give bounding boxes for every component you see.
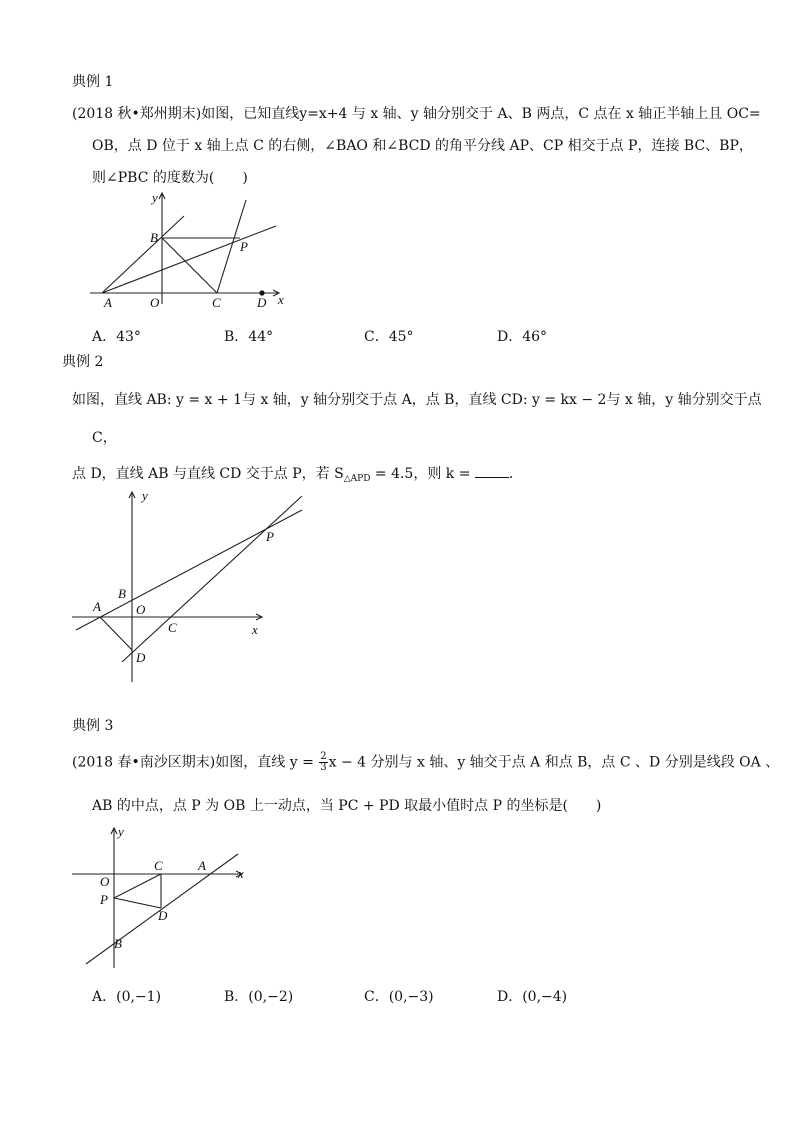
ex3-option-b[interactable]: B．(0,−2) <box>224 989 294 1005</box>
ex3-segment-pd <box>114 898 161 908</box>
ex3-label-c: C <box>154 858 163 873</box>
ex1-label-y: y <box>152 190 158 205</box>
ex3-label-d: D <box>158 908 168 923</box>
ex3-line1-post: x − 4 分别与 x 轴、y 轴交于点 A 和点 B，点 C 、D 分别是线段 OA 、 <box>328 754 780 771</box>
ex1-line-ab <box>102 216 184 293</box>
ex3-line1-pre: (2018 春•南沙区期末)如图，直线 y = <box>72 754 314 771</box>
ex2-label-d: D <box>136 650 146 665</box>
ex1-label-d: D <box>257 295 267 310</box>
ex2-line2: C， <box>92 430 117 446</box>
ex1-option-d[interactable]: D．46° <box>497 329 548 345</box>
ex1-label-x: x <box>278 292 284 307</box>
ex1-label-p: P <box>240 239 248 254</box>
ex3-option-d[interactable]: D．(0,−4) <box>497 989 568 1005</box>
ex2-line1: 如图，直线 AB: y = x + 1与 x 轴，y 轴分别交于点 A，点 B，直线 CD: y = kx − 2与 x 轴，y 轴分别交于点 <box>72 392 762 408</box>
ex3-option-c[interactable]: C．(0,−3) <box>364 989 434 1005</box>
ex2-figure <box>66 486 316 686</box>
ex1-line2: OB，点 D 位于 x 轴上点 C 的右侧，∠BAO 和∠BCD 的角平分线 AP、CP 相交于点 P，连接 BC、BP， <box>92 138 753 154</box>
ex3-label-a: A <box>198 858 206 873</box>
ex1-option-a[interactable]: A．43° <box>92 329 141 345</box>
ex1-heading: 典例 1 <box>72 74 114 90</box>
ex2-area-subscript: △APD <box>343 474 371 484</box>
ex1-option-b[interactable]: B．44° <box>224 329 274 345</box>
ex1-line3: 则∠PBC 的度数为( ) <box>92 170 248 186</box>
ex2-label-p: P <box>266 529 274 544</box>
ex3-line1 <box>72 752 779 773</box>
ex1-label-c: C <box>212 295 221 310</box>
ex1-option-c[interactable]: C．45° <box>364 329 414 345</box>
ex3-label-p: P <box>100 892 108 907</box>
ex2-line3-post: = 4.5，则 k = <box>370 466 471 482</box>
ex2-label-x: x <box>252 622 258 637</box>
ex3-slope-fraction <box>319 752 327 773</box>
ex1-label-b: B <box>150 230 158 245</box>
ex3-frac-den: 3 <box>320 762 327 773</box>
ex3-heading: 典例 3 <box>72 718 114 734</box>
ex3-label-o: O <box>100 874 110 889</box>
ex2-line-cd <box>122 496 302 662</box>
ex1-line-ap <box>102 226 276 293</box>
ex3-label-y: y <box>118 824 124 839</box>
ex1-figure <box>80 186 300 310</box>
ex1-line1: (2018 秋•郑州期末)如图，已知直线y=x+4 与 x 轴、y 轴分别交于 A、B 两点，C 点在 x 轴正半轴上且 OC= <box>72 106 761 122</box>
ex2-segment-ad <box>100 617 132 650</box>
ex3-label-b: B <box>114 936 122 951</box>
ex3-figure <box>66 822 256 970</box>
ex3-segment-pc <box>114 874 161 898</box>
ex2-heading: 典例 2 <box>62 354 104 370</box>
ex2-label-o: O <box>136 602 146 617</box>
ex2-label-c: C <box>168 620 177 635</box>
ex2-label-a: A <box>93 599 101 614</box>
ex3-frac-num: 2 <box>320 751 327 762</box>
ex3-option-a[interactable]: A．(0,−1) <box>92 989 162 1005</box>
ex1-label-o: O <box>150 295 160 310</box>
ex2-label-y: y <box>142 488 148 503</box>
ex1-label-a: A <box>104 295 112 310</box>
ex2-line3-pre: 点 D，直线 AB 与直线 CD 交于点 P，若 S <box>72 466 344 482</box>
ex2-line3-end: ． <box>508 466 523 482</box>
ex1-segment-bc <box>162 238 217 293</box>
ex2-label-b: B <box>118 586 126 601</box>
ex3-line2: AB 的中点，点 P 为 OB 上一动点，当 PC + PD 取最小值时点 P 的坐标是( ) <box>92 798 602 814</box>
ex3-label-x: x <box>238 866 244 881</box>
ex2-answer-blank[interactable] <box>475 465 509 478</box>
